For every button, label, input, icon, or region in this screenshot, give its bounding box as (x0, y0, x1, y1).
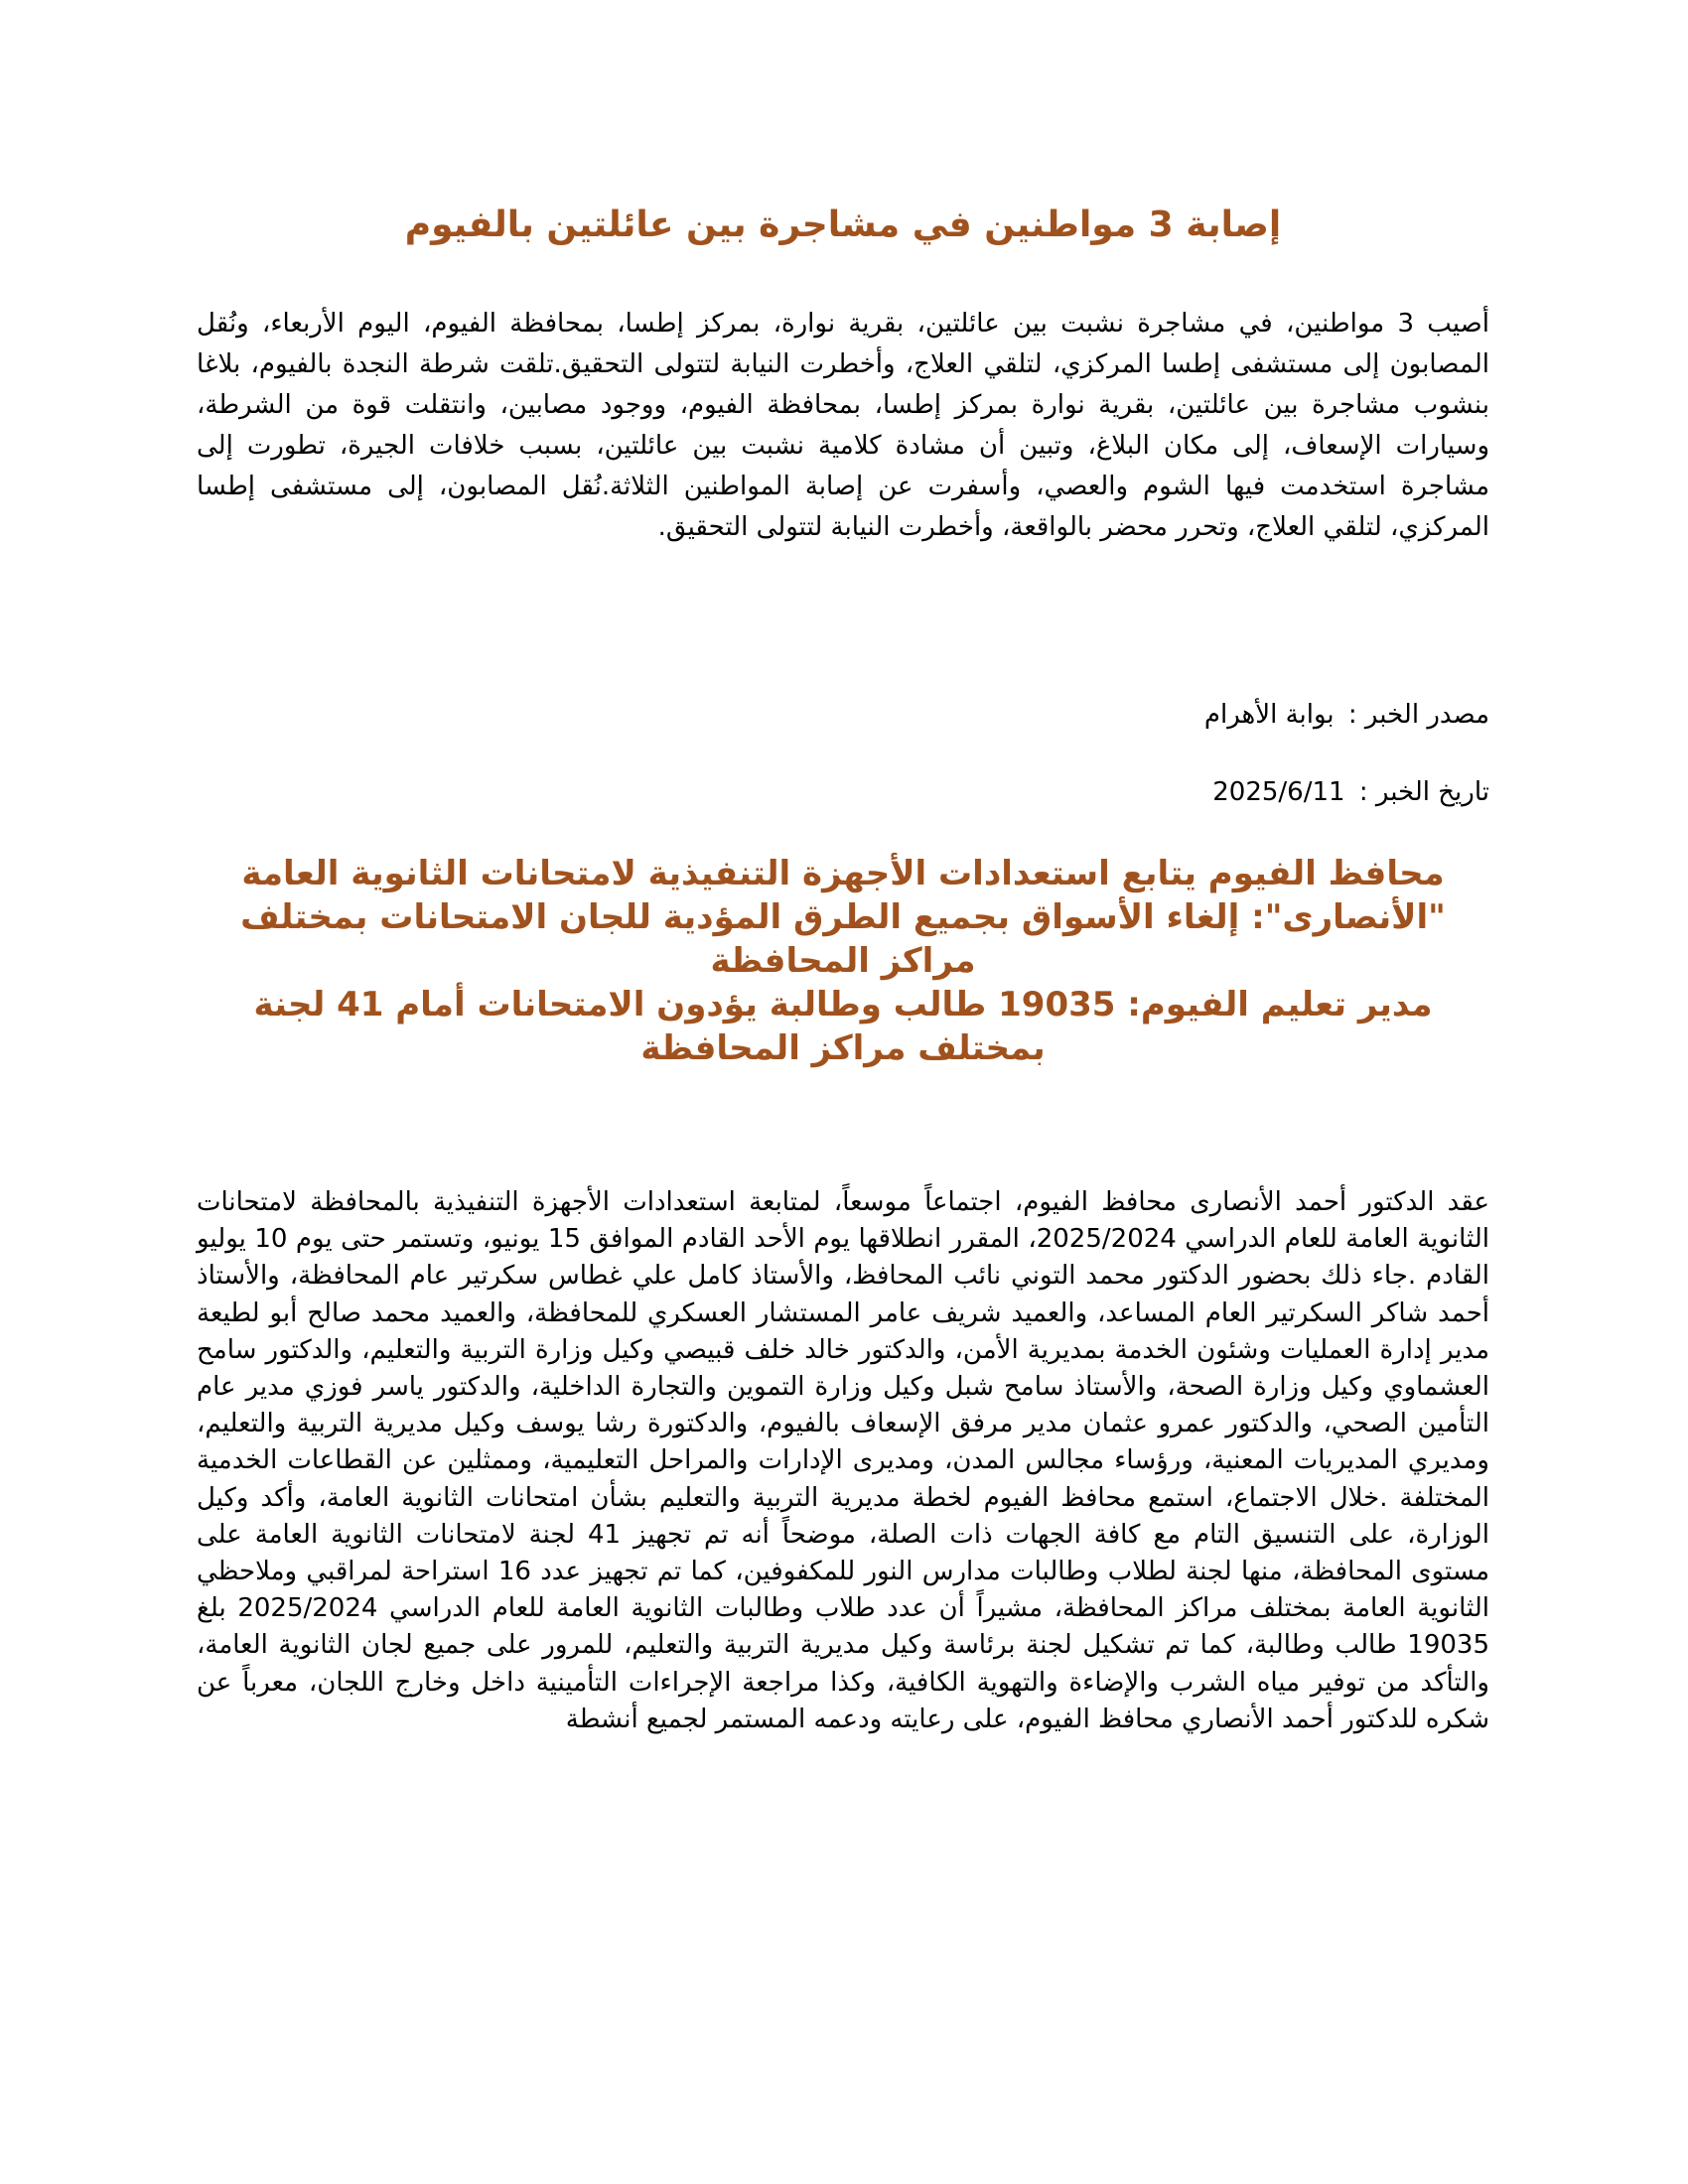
article-2-headline-3: مدير تعليم الفيوم: 19035 طالب وطالبة يؤدون الامتحانات أمام 41 لجنة بمختلف مراكز المحافظة (253, 985, 1433, 1068)
article-1-title: إصابة 3 مواطنين في مشاجرة بين عائلتين بالفيوم (404, 205, 1282, 245)
document-page (197, 0, 1489, 2184)
article-2-body: عقد الدكتور أحمد الأنصارى محافظ الفيوم، اجتماعاً موسعاً، لمتابعة استعدادات الأجهزة التنفيذية بالمحافظة لامتحانات الثانوية العامة للعام الدراسي 2025/2024، المقرر انطلاقها يوم الأحد القادم الموافق 15 يونيو، وتستمر حتى يوم 10 يوليو القادم .جاء ذلك بحضور الدكتور محمد التوني نائب المحافظ، والأستاذ كامل علي غطاس سكرتير عام المحافظة، والأستاذ أحمد شاكر السكرتير العام المساعد، والعميد شريف عامر المستشار العسكري للمحافظة، والعميد محمد صالح أبو لطيعة مدير إدارة العمليات وشئون الخدمة بمديرية الأمن، والدكتور خالد خلف قبيصي وكيل وزارة التربية والتعليم، والدكتور سامح العشماوي وكيل وزارة الصحة، والأستاذ سامح شبل وكيل وزارة التموين والتجارة الداخلية، والدكتور ياسر فوزي مدير عام التأمين الصحي، والدكتور عمرو عثمان مدير مرفق الإسعاف بالفيوم، والدكتورة رشا يوسف وكيل مديرية التربية والتعليم، ومديري المديريات المعنية، ورؤساء مجالس المدن، ومديرى الإدارات والمراحل التعليمية، وممثلين عن القطاعات الخدمية المختلفة .خلال الاجتماع، استمع محافظ الفيوم لخطة مديرية التربية والتعليم بشأن امتحانات الثانوية العامة، وأكد وكيل الوزارة، على التنسيق التام مع كافة الجهات ذات الصلة، موضحاً أنه تم تجهيز 41 لجنة لامتحانات الثانوية العامة على مستوى المحافظة، منها لجنة لطلاب وطالبات مدارس النور للمكفوفين، كما تم تجهيز عدد 16 استراحة لمراقبي وملاحظي الثانوية العامة بمختلف مراكز المحافظة، مشيراً أن عدد طلاب وطالبات الثانوية العامة للعام الدراسي 2025/2024 بلغ 19035 طالب وطالبة، كما تم تشكيل لجنة برئاسة وكيل مديرية التربية والتعليم، للمرور على جميع لجان الثانوية العامة، والتأكد من توفير مياه الشرب والإضاءة والتهوية الكافية، وكذا مراجعة الإجراءات التأمينية داخل وخارج اللجان، معرباً عن شكره للدكتور أحمد الأنصاري محافظ الفيوم، على رعايته ودعمه المستمر لجميع أنشطة (197, 1187, 1489, 1734)
date-label: تاريخ الخبر : (1358, 777, 1489, 807)
date-value: 2025/6/11 (1212, 777, 1345, 807)
article-1-body: أصيب 3 مواطنين، في مشاجرة نشبت بين عائلتين، بقرية نوارة، بمركز إطسا، بمحافظة الفيوم، اليوم الأربعاء، ونُقل المصابون إلى مستشفى إطسا المركزي، لتلقي العلاج، وأخطرت النيابة لتتولى التحقيق.تلقت شرطة النجدة بالفيوم، بلاغا بنشوب مشاجرة بين عائلتين، بقرية نوارة بمركز إطسا، بمحافظة الفيوم، ووجود مصابين، وانتقلت قوة من الشرطة، وسيارات الإسعاف، إلى مكان البلاغ، وتبين أن مشادة كلامية نشبت بين عائلتين، بسبب خلافات الجيرة، تطورت إلى مشاجرة استخدمت فيها الشوم والعصي، وأسفرت عن إصابة المواطنين الثلاثة.نُقل المصابون، إلى مستشفى إطسا المركزي، لتلقي العلاج، وتحرر محضر بالواقعة، وأخطرت النيابة لتتولى التحقيق. (197, 309, 1489, 542)
article-2-headline-2: "الأنصارى": إلغاء الأسواق بجميع الطرق المؤدية للجان الامتحانات بمختلف مراكز المحافظة (240, 897, 1446, 981)
source-label: مصدر الخبر : (1347, 700, 1489, 730)
article-2-headlines (197, 852, 1489, 1070)
article-2-headline-1: محافظ الفيوم يتابع استعدادات الأجهزة التنفيذية لامتحانات الثانوية العامة (241, 854, 1445, 893)
article-1-source (197, 695, 1489, 735)
article-1-date (197, 772, 1489, 812)
source-value: بوابة الأهرام (1203, 700, 1335, 730)
